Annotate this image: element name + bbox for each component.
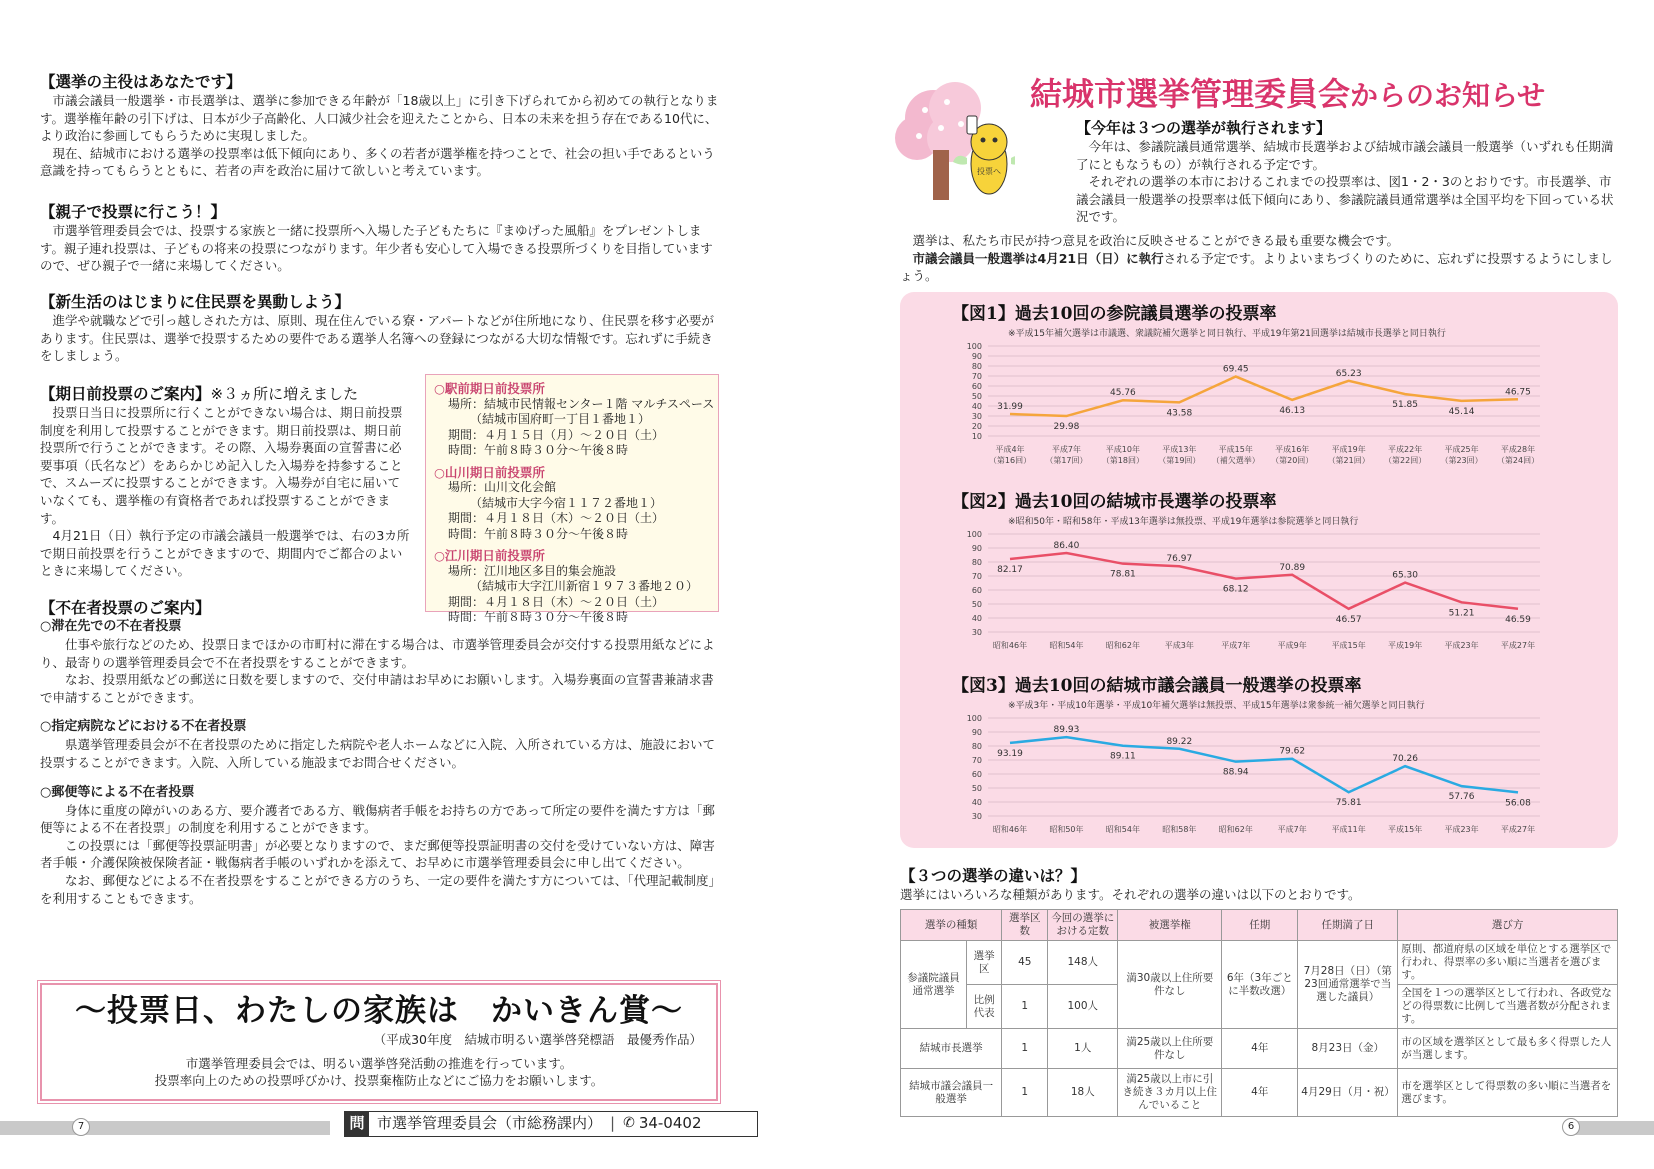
y-tick-label: 60 bbox=[971, 586, 982, 595]
page-title-suffix: からのお知らせ bbox=[1350, 79, 1546, 112]
place-line: （結城市大字今宿１１７２番地１） bbox=[470, 495, 663, 510]
data-label: 29.98 bbox=[1053, 422, 1080, 433]
paragraph: 県選挙管理委員会が不在者投票のために指定した病院や老人ホームなどに入院、入所されている方は、施設において投票することができます。入院、入所している施設までお問合せください。 bbox=[40, 737, 716, 770]
intro-tail: される予定です。よりよいまちづくりのために、忘れずに投票するようにしましょう。 bbox=[900, 250, 1613, 284]
contact-org: 市選挙管理委員会（市総務課内） bbox=[377, 1114, 603, 1133]
y-tick-label: 40 bbox=[971, 614, 982, 623]
x-tick-sublabel: （第17回） bbox=[1045, 456, 1088, 465]
data-label: 46.75 bbox=[1505, 387, 1531, 398]
x-tick-sublabel: （補欠選挙） bbox=[1211, 456, 1260, 465]
footer-bar-left bbox=[0, 1121, 330, 1135]
paragraph: 今年は、参議院議員通常選挙、結城市長選挙および結城市議会議員一般選挙（いずれも任期満了にともなうもの）が執行される予定です。 bbox=[1076, 139, 1614, 172]
slogan-text: ～投票日、わたしの家族は かいきん賞～ bbox=[75, 993, 683, 1029]
table-cell: 結城市議会議員一般選挙 bbox=[901, 1069, 1002, 1117]
x-tick-sublabel: （第16回） bbox=[988, 456, 1032, 465]
election-comparison-table bbox=[900, 909, 1618, 1117]
place-name: ○山川期日前投票所 bbox=[434, 464, 545, 480]
contact-phone: 34-0402 bbox=[638, 1114, 702, 1133]
table-cell: 4月29日（月・祝） bbox=[1298, 1069, 1398, 1117]
table-cell: 結城市長選挙 bbox=[901, 1029, 1002, 1069]
table-row bbox=[901, 941, 1618, 985]
contact-box: 問 市選挙管理委員会（市総務課内） | ✆ 34-0402 bbox=[344, 1111, 758, 1137]
place-line: 場所：結城市民情報センター１階 マルチスペース bbox=[448, 396, 715, 411]
place-ekimae bbox=[434, 381, 715, 459]
y-tick-label: 30 bbox=[971, 628, 982, 637]
data-label: 75.81 bbox=[1335, 798, 1362, 809]
y-tick-label: 60 bbox=[971, 770, 982, 779]
section-election-main bbox=[40, 72, 720, 180]
x-tick-label: 昭和46年 bbox=[992, 641, 1028, 650]
x-tick-label: 平成7年 bbox=[1051, 445, 1081, 454]
x-tick-label: 平成15年 bbox=[1388, 825, 1423, 834]
table-cell: 参議院議員通常選挙 bbox=[901, 941, 967, 1029]
y-tick-label: 70 bbox=[971, 372, 982, 381]
data-label: 51.85 bbox=[1392, 400, 1418, 411]
table-cell: 18人 bbox=[1048, 1069, 1118, 1117]
table-intro: 選挙にはいろいろな種類があります。それぞれの選挙の違いは以下のとおりです。 bbox=[900, 887, 1361, 902]
data-label: 89.11 bbox=[1110, 751, 1136, 762]
table-row bbox=[901, 1069, 1618, 1117]
x-tick-sublabel: （第19回） bbox=[1158, 456, 1201, 465]
paragraph: なお、投票用紙などの郵送に日数を要しますので、交付申請はお早めにお願いします。入場券裏面の宣誓書兼請求書で申請することができます。 bbox=[40, 672, 714, 705]
x-tick-label: 平成25年 bbox=[1444, 445, 1479, 454]
table-header: 選び方 bbox=[1398, 910, 1618, 941]
y-tick-label: 80 bbox=[971, 558, 982, 567]
place-line: 期間：４月１８日（木）～２０日（土） bbox=[448, 511, 665, 525]
y-tick-label: 50 bbox=[971, 784, 982, 793]
place-line: （結城市大字江川新宿１９７３番地２０） bbox=[470, 579, 699, 593]
data-label: 70.26 bbox=[1392, 754, 1418, 765]
table-cell: 45 bbox=[1002, 941, 1048, 985]
intro-section bbox=[1076, 118, 1618, 226]
paragraph: 進学や就職などで引っ越しされた方は、原則、現在住んでいる寮・アパートなどが住所地になり、住民票を移す必要があります。住民票は、選挙で投票するための要件である選挙人名簿への登録につながる大切な情報です。忘れずに手続きをしましょう。 bbox=[40, 313, 715, 364]
slogan-credit: （平成30年度 結城市明るい選挙啓発標語 最優秀作品） bbox=[373, 1032, 702, 1047]
data-label: 45.14 bbox=[1448, 406, 1475, 417]
table-cell: 1 bbox=[1002, 1069, 1048, 1117]
award-message: 市選挙管理委員会では、明るい選挙啓発活動の推進を行っています。 bbox=[185, 1055, 573, 1071]
x-tick-label: 平成16年 bbox=[1275, 445, 1310, 454]
x-tick-label: 平成13年 bbox=[1162, 445, 1197, 454]
data-label: 43.58 bbox=[1166, 408, 1193, 419]
table-cell: 7月28日（日）（第23回通常選挙で当選した議員） bbox=[1298, 941, 1398, 1029]
place-line: 期間：４月１８日（木）～２０日（土） bbox=[448, 594, 665, 609]
data-label: 46.59 bbox=[1505, 614, 1531, 625]
y-tick-label: 10 bbox=[971, 432, 982, 441]
phone-icon: ✆ bbox=[623, 1115, 635, 1132]
y-tick-label: 100 bbox=[966, 714, 982, 723]
paragraph: 投票日当日に投票所に行くことができない場合は、期日前投票制度を利用して投票することができます。期日前投票は、期日前投票所で行うことができます。その際、入場券裏面の宣誓書に必要事項（氏名など）をあらかじめ記入した入場券を持参することで、スムーズに投票することができます。入場券が自宅に届いていなくても、選挙権の有資格者であれば投票することができます。 bbox=[40, 405, 403, 526]
x-tick-sublabel: （第21回） bbox=[1327, 456, 1370, 465]
place-line: 場所：江川地区多目的集会施設 bbox=[448, 563, 617, 578]
table-header: 任期 bbox=[1222, 910, 1298, 941]
x-tick-label: 平成27年 bbox=[1500, 825, 1536, 834]
section-heading-note: ※３ヵ所に増えました bbox=[210, 385, 359, 403]
section-heading: 【親子で投票に行こう！】 bbox=[40, 203, 227, 221]
chart3-plot bbox=[900, 712, 1618, 844]
section-heading: 【３つの選挙の違いは？】 bbox=[900, 867, 1087, 885]
table-cell: 100人 bbox=[1048, 985, 1118, 1029]
table-cell: 市を選挙区として得票数の多い順に当選者を選びます。 bbox=[1398, 1069, 1618, 1117]
x-tick-label: 平成11年 bbox=[1331, 825, 1366, 834]
intro-section-tail bbox=[900, 232, 1618, 285]
chart2-note: ※昭和50年・昭和58年・平成13年選挙は無投票、平成19年選挙は参院選挙と同日執行 bbox=[1008, 517, 1359, 527]
sub-heading: ○滞在先での不在者投票 bbox=[40, 619, 182, 634]
x-tick-sublabel: （第22回） bbox=[1384, 456, 1427, 465]
place-name: ○江川期日前投票所 bbox=[434, 548, 545, 563]
chart2-title: 【図2】過去10回の結城市長選挙の投票率 bbox=[952, 492, 1277, 512]
charts-panel bbox=[900, 292, 1618, 848]
y-tick-label: 50 bbox=[971, 392, 982, 401]
x-tick-label: 平成23年 bbox=[1444, 825, 1479, 834]
table-cell: 比例代表 bbox=[967, 985, 1002, 1029]
paragraph: 選挙は、私たち市民が持つ意見を政治に反映させることができる最も重要な機会です。 bbox=[912, 233, 1400, 248]
paragraph: 現在、結城市における選挙の投票率は低下傾向にあり、多くの若者が選挙権を持つことで、社会の担い手であるという意識を持ってもらうとともに、若者の声を政治に届けて欲しいと考えています。 bbox=[40, 145, 715, 179]
page-title bbox=[1030, 74, 1545, 116]
x-tick-label: 平成7年 bbox=[1221, 641, 1251, 650]
table-cell: 1 bbox=[1002, 985, 1048, 1029]
page-number: 6 bbox=[1562, 1118, 1580, 1136]
x-tick-label: 昭和54年 bbox=[1105, 825, 1140, 834]
section-heading: 【新生活のはじまりに住民票を異動しよう】 bbox=[40, 293, 351, 311]
place-line: 場所：山川文化会館 bbox=[448, 480, 557, 494]
place-line: 時間：午前８時３０分～午後８時 bbox=[448, 610, 629, 624]
y-tick-label: 90 bbox=[971, 544, 982, 553]
place-line: 期間：４月１５日（月）～２０日（土） bbox=[448, 427, 665, 442]
section-early-voting bbox=[40, 384, 412, 580]
table-cell: 満30歳以上住所要件なし bbox=[1118, 941, 1222, 1029]
table-cell: 148人 bbox=[1048, 941, 1118, 985]
y-tick-label: 80 bbox=[971, 362, 982, 371]
y-tick-label: 50 bbox=[971, 600, 982, 609]
x-tick-label: 昭和62年 bbox=[1105, 641, 1140, 650]
x-tick-label: 平成27年 bbox=[1500, 641, 1536, 650]
section-residence bbox=[40, 292, 720, 365]
x-tick-label: 平成7年 bbox=[1277, 825, 1307, 834]
y-tick-label: 60 bbox=[971, 382, 982, 391]
y-tick-label: 70 bbox=[971, 756, 982, 765]
table-header: 選挙の種類 bbox=[901, 910, 1002, 941]
section-heading: 【不在者投票のご案内】 bbox=[40, 599, 211, 617]
chart1-plot bbox=[900, 340, 1618, 480]
table-header: 選挙区数 bbox=[1002, 910, 1048, 941]
early-voting-places-box bbox=[425, 374, 719, 624]
x-tick-sublabel: （第24回） bbox=[1496, 456, 1540, 465]
paragraph: 市選挙管理委員会では、投票する家族と一緒に投票所へ入場した子どもたちに『まゆげった風船』をプレゼントします。親子連れ投票は、子どもの将来の投票につながります。年少者も安心して入場できる投票所づくりを目指していますので、ぜひ親子で一緒に来場してください。 bbox=[40, 223, 713, 274]
x-tick-label: 平成3年 bbox=[1164, 641, 1194, 650]
footer-bar-right bbox=[1570, 1121, 1654, 1135]
table-cell: 1 bbox=[1002, 1029, 1048, 1069]
x-tick-label: 平成15年 bbox=[1218, 445, 1253, 454]
table-cell: 全国を１つの選挙区として行われ、各政党などの得票数に比例して当選者数が分配されます。 bbox=[1398, 985, 1618, 1029]
table-header: 今回の選挙における定数 bbox=[1048, 910, 1118, 941]
x-tick-label: 昭和54年 bbox=[1049, 641, 1084, 650]
data-label: 89.93 bbox=[1053, 725, 1080, 736]
y-tick-label: 90 bbox=[971, 728, 982, 737]
table-cell: 8月23日（金） bbox=[1298, 1029, 1398, 1069]
x-tick-label: 平成23年 bbox=[1444, 641, 1479, 650]
place-line: 時間：午前８時３０分～午後８時 bbox=[448, 526, 629, 541]
y-tick-label: 80 bbox=[971, 742, 982, 751]
x-tick-sublabel: （第20回） bbox=[1271, 456, 1314, 465]
place-line: （結城市国府町一丁目１番地１） bbox=[470, 412, 651, 426]
table-cell: 1人 bbox=[1048, 1029, 1118, 1069]
place-line: 時間：午前８時３０分～午後８時 bbox=[448, 443, 629, 457]
chart1-note: ※平成15年補欠選挙は市議選、衆議院補欠選挙と同日執行、平成19年第21回選挙は結城市長選挙と同日執行 bbox=[1008, 329, 1446, 339]
tree-mascot-illustration bbox=[895, 80, 1015, 205]
y-tick-label: 20 bbox=[971, 422, 982, 431]
paragraph bbox=[900, 250, 1618, 285]
series-line bbox=[1010, 737, 1518, 792]
intro-bold: 市議会議員一般選挙は4月21日（日）に執行 bbox=[912, 250, 1164, 266]
section-heading bbox=[40, 384, 412, 404]
y-tick-label: 100 bbox=[966, 342, 982, 351]
x-tick-sublabel: （第23回） bbox=[1440, 456, 1483, 465]
table-cell: 選挙区 bbox=[967, 941, 1002, 985]
data-label: 76.97 bbox=[1166, 554, 1193, 565]
table-header: 任期満了日 bbox=[1298, 910, 1398, 941]
data-label: 46.57 bbox=[1335, 614, 1362, 625]
y-tick-label: 70 bbox=[971, 572, 982, 581]
place-name: ○駅前期日前投票所 bbox=[434, 381, 545, 396]
x-tick-label: 平成19年 bbox=[1388, 641, 1423, 650]
table-cell: 満25歳以上市に引き続き３カ月以上住んでいること bbox=[1118, 1069, 1222, 1117]
paragraph: 仕事や旅行などのため、投票日までほかの市町村に滞在する場合は、市選挙管理委員会が交付する投票用紙などにより、最寄りの選挙管理委員会で不在者投票をすることができます。 bbox=[40, 637, 715, 670]
x-tick-label: 平成4年 bbox=[995, 445, 1025, 454]
x-tick-sublabel: （第18回） bbox=[1101, 456, 1144, 465]
page-number: 7 bbox=[72, 1118, 90, 1136]
x-tick-label: 昭和50年 bbox=[1049, 825, 1084, 834]
table-cell: 満25歳以上住所要件なし bbox=[1118, 1029, 1222, 1069]
data-label: 82.17 bbox=[997, 564, 1023, 575]
section-heading-text: 【期日前投票のご案内】 bbox=[40, 385, 211, 403]
data-label: 70.89 bbox=[1279, 562, 1306, 573]
data-label: 68.12 bbox=[1222, 584, 1249, 595]
data-label: 69.45 bbox=[1222, 364, 1249, 375]
table-row bbox=[901, 1029, 1618, 1069]
table-cell: 原則、都道府県の区域を単位とする選挙区で行われ、得票率の多い順に当選者を選びます。 bbox=[1398, 941, 1618, 985]
y-tick-label: 30 bbox=[971, 412, 982, 421]
paragraph: なお、郵便などによる不在者投票をすることができる方のうち、一定の要件を満たす方については、「代理記載制度」を利用することもできます。 bbox=[40, 872, 715, 906]
data-label: 89.22 bbox=[1166, 736, 1193, 747]
table-cell: 4年 bbox=[1222, 1069, 1298, 1117]
sub-heading: ○郵便等による不在者投票 bbox=[40, 784, 195, 800]
paragraph: この投票には「郵便等投票証明書」が必要となりますので、まだ郵便等投票証明書の交付を受けていない方は、障害者手帳・介護保険被保険者証・戦傷病者手帳のいずれかを添えて、お早めに市選挙管理委員会に申し出てください。 bbox=[40, 837, 715, 871]
left-page bbox=[40, 72, 720, 1082]
data-label: 31.99 bbox=[997, 402, 1023, 413]
intro-heading: 【今年は３つの選挙が執行されます】 bbox=[1076, 119, 1332, 137]
page-title-main: 結城市選挙管理委員会 bbox=[1030, 75, 1351, 113]
paragraph: それぞれの選挙の本市におけるこれまでの投票率は、図1・2・3のとおりです。市長選挙、市議会議員一般選挙の投票率は低下傾向にあり、参議院議員通常選挙は全国平均を下回っている状況です。 bbox=[1076, 174, 1614, 225]
y-tick-label: 40 bbox=[971, 402, 982, 411]
x-tick-label: 平成10年 bbox=[1105, 445, 1140, 454]
table-header-row bbox=[901, 910, 1618, 941]
data-label: 78.81 bbox=[1110, 569, 1136, 580]
data-label: 65.23 bbox=[1335, 368, 1362, 379]
slogan-award-box bbox=[40, 983, 718, 1101]
y-tick-label: 30 bbox=[971, 812, 982, 821]
paragraph: 市議会議員一般選挙・市長選挙は、選挙に参加できる年齢が「18歳以上」に引き下げられてから初めての執行となります。選挙権年齢の引下げは、日本が少子高齢化、人口減少社会を迎えたことから、日本の未来を担う存在である10代に、より政治に参画してもらうために実現しました。 bbox=[40, 93, 719, 144]
x-tick-label: 平成19年 bbox=[1331, 445, 1366, 454]
section-parent-child bbox=[40, 202, 720, 275]
x-tick-label: 平成15年 bbox=[1331, 641, 1366, 650]
data-label: 57.76 bbox=[1448, 792, 1475, 803]
table-cell: 4年 bbox=[1222, 1029, 1298, 1069]
series-line bbox=[1010, 553, 1518, 609]
data-label: 93.19 bbox=[997, 748, 1023, 759]
x-tick-label: 平成28年 bbox=[1500, 445, 1536, 454]
x-tick-label: 昭和62年 bbox=[1218, 825, 1253, 834]
table-header: 被選挙権 bbox=[1118, 910, 1222, 941]
paragraph: 身体に重度の障がいのある方、要介護者である方、戦傷病者手帳をお持ちの方であって所定の要件を満たす方は「郵便等による不在者投票」の制度を利用することができます。 bbox=[40, 802, 715, 836]
data-label: 86.40 bbox=[1053, 541, 1080, 552]
chart1-title: 【図1】過去10回の参院議員選挙の投票率 bbox=[952, 304, 1277, 324]
data-label: 79.62 bbox=[1279, 746, 1306, 757]
sub-heading: ○指定病院などにおける不在者投票 bbox=[40, 719, 247, 735]
data-label: 51.21 bbox=[1448, 608, 1475, 619]
data-label: 65.30 bbox=[1392, 570, 1418, 581]
inquiry-tag: 問 bbox=[345, 1112, 369, 1136]
paragraph: 4月21日（日）執行予定の市議会議員一般選挙では、右の3カ所で期日前投票を行うことができますので、期間内でご都合のよいときに来場してください。 bbox=[40, 528, 410, 579]
y-tick-label: 40 bbox=[971, 798, 982, 807]
x-tick-label: 平成9年 bbox=[1277, 641, 1307, 650]
x-tick-label: 平成22年 bbox=[1388, 445, 1423, 454]
award-message: 投票率向上のための投票呼びかけ、投票棄権防止などにご協力をお願いします。 bbox=[154, 1073, 604, 1089]
chart3-note: ※平成3年・平成10年選挙・平成10年補欠選挙は無投票、平成15年選挙は衆参統一補欠選挙と同日執行 bbox=[1008, 701, 1425, 711]
y-tick-label: 90 bbox=[971, 352, 982, 361]
chart2-plot bbox=[900, 528, 1618, 660]
table-cell: 6年（3年ごとに半数改選） bbox=[1222, 941, 1298, 1029]
section-heading: 【選挙の主役はあなたです】 bbox=[40, 73, 242, 91]
comparison-section bbox=[900, 866, 1620, 904]
section-absentee bbox=[40, 598, 720, 907]
y-tick-label: 100 bbox=[966, 530, 982, 539]
chart3-title: 【図3】過去10回の結城市議会議員一般選挙の投票率 bbox=[952, 676, 1362, 696]
place-yamakawa bbox=[434, 465, 710, 543]
mascot-sash-label: 投票へ bbox=[977, 167, 1001, 176]
data-label: 56.08 bbox=[1505, 798, 1531, 809]
data-label: 46.13 bbox=[1279, 405, 1306, 416]
table-cell: 市の区域を選挙区として最も多く得票した人が当選します。 bbox=[1398, 1029, 1618, 1069]
x-tick-label: 昭和58年 bbox=[1162, 825, 1197, 834]
data-label: 88.94 bbox=[1222, 767, 1249, 778]
data-label: 45.76 bbox=[1110, 388, 1136, 399]
x-tick-label: 昭和46年 bbox=[992, 825, 1028, 834]
